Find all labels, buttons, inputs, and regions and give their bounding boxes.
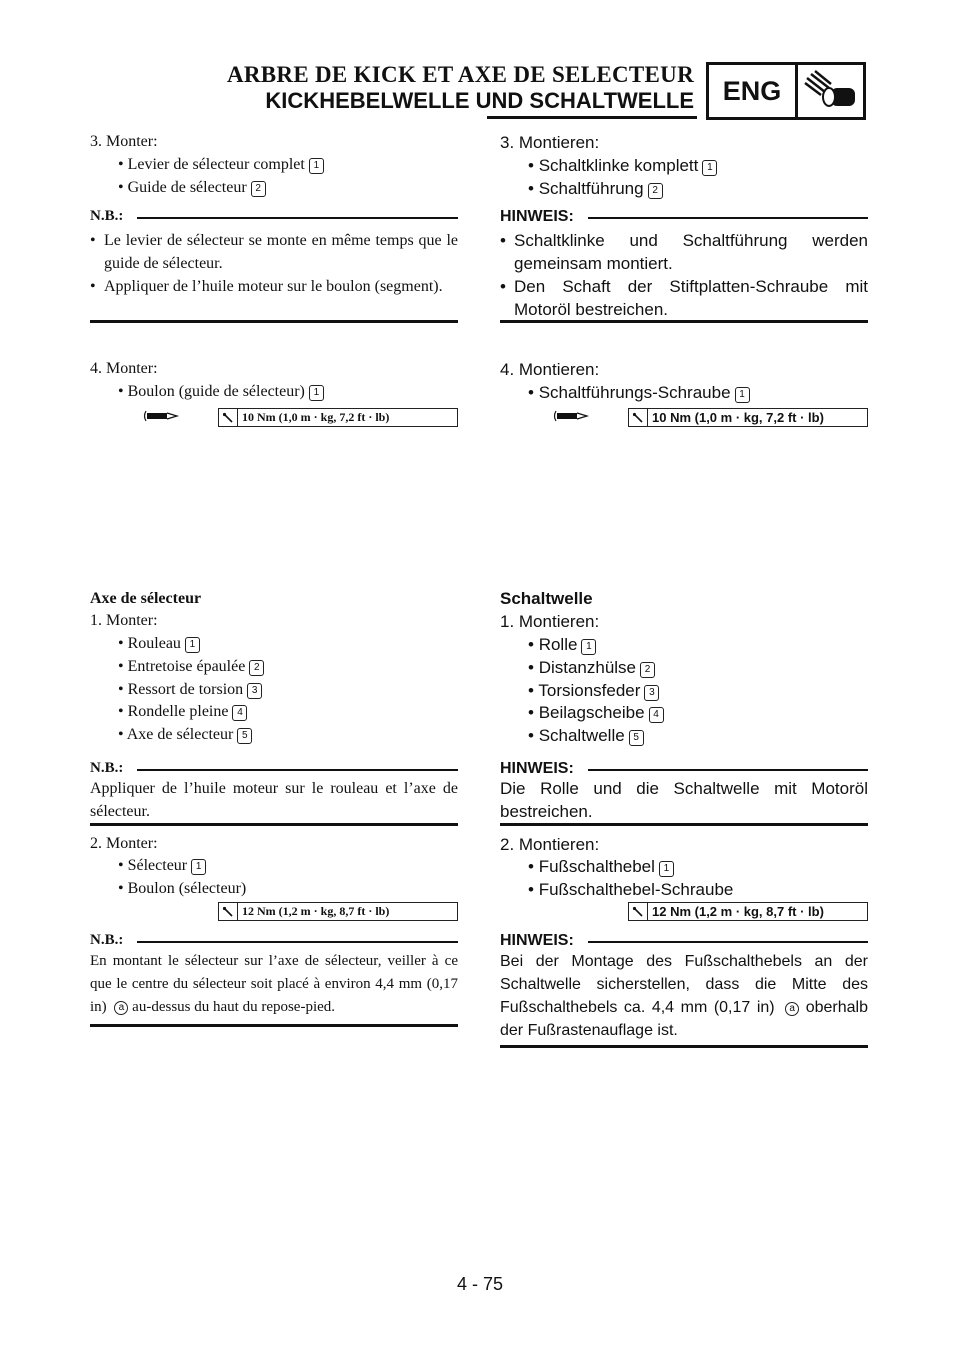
list-item: • Schaltwelle 5 [528, 726, 644, 746]
badge-label: ENG [709, 65, 798, 117]
locktite-icon [552, 409, 592, 423]
list-item: • Schaltführungs-Schraube 1 [528, 383, 750, 403]
page-number: 4 - 75 [456, 1274, 504, 1294]
note-body: • Le levier de sélecteur se monte en même temps que le guide de sélecteur. • Appliquer de l’huile moteur sur le boulon (segment). [90, 229, 458, 298]
list-item: • Fußschalthebel-Schraube [528, 880, 734, 899]
torque-wrench-icon [629, 903, 648, 920]
torque-spec: 10 Nm (1,0 m · kg, 7,2 ft · lb) [218, 408, 458, 427]
note-end-rule [500, 320, 868, 323]
torque-spec: 10 Nm (1,0 m · kg, 7,2 ft · lb) [628, 408, 868, 427]
note-header: HINWEIS: [500, 932, 868, 950]
note-end-rule [90, 320, 458, 323]
list-item: • Sélecteur 1 [118, 857, 206, 875]
note-body: En montant le sélecteur sur l’axe de sélecteur, veiller à ce que le centre du sélecteur soit placé à environ 4,4 mm (0,17 in) a au-dessus du haut du repose-pied. [90, 953, 458, 1015]
list-item: • Ressort de torsion 3 [118, 681, 262, 699]
note-header: HINWEIS: [500, 208, 868, 226]
torque-spec: 12 Nm (1,2 m · kg, 8,7 ft · lb) [628, 902, 868, 921]
list-item: • Boulon (sélecteur) [118, 880, 247, 897]
note-body: Appliquer de l’huile moteur sur le rouleau et l’axe de sélecteur. [90, 780, 458, 820]
list-item: • Torsionsfeder 3 [528, 681, 659, 701]
engine-icon [798, 65, 863, 117]
page-title-fr: ARBRE DE KICK ET AXE DE SELECTEUR [226, 62, 694, 87]
list-item: • Boulon (guide de sélecteur) 1 [118, 383, 324, 401]
note-end-rule [500, 1045, 868, 1048]
note-end-rule [90, 823, 458, 826]
list-item: • Rondelle pleine 4 [118, 703, 247, 721]
note-body: Bei der Montage des Fußschalthebels an der Schaltwelle sicherstellen, dass die Mitte des Fußschalthebels ca. 4,4 mm (0,17 in) a oberhalb der Fußrastenauflage ist. [500, 953, 868, 1039]
step-4-label: 4. Monter: [90, 360, 158, 377]
list-item: • Rouleau 1 [118, 635, 200, 653]
note-body: Die Rolle und die Schaltwelle mit Motoröl bestreichen. [500, 779, 868, 821]
list-item: • Schaltführung 2 [528, 179, 663, 199]
step-3-label: 3. Monter: [90, 133, 158, 150]
list-item: • Schaltklinke komplett 1 [528, 156, 717, 176]
torque-wrench-icon [219, 409, 238, 426]
note-header: N.B.: [90, 760, 458, 777]
section-title: Schaltwelle [500, 589, 593, 608]
locktite-icon [142, 409, 182, 423]
note-body: • Schaltklinke und Schaltführung werden gemeinsam montiert. • Den Schaft der Stiftplatten-Schraube mit Motoröl bestreichen. [500, 229, 868, 321]
step-2-label: 2. Monter: [90, 835, 158, 852]
section-badge [706, 62, 866, 120]
note-header: N.B.: [90, 932, 458, 949]
torque-wrench-icon [219, 903, 238, 920]
marker-a: a [114, 1001, 128, 1015]
note-header: N.B.: [90, 208, 458, 225]
header-divider [487, 116, 697, 119]
step-3-label: 3. Montieren: [500, 133, 600, 152]
list-item: • Fußschalthebel 1 [528, 857, 674, 877]
step-2-label: 2. Montieren: [500, 835, 600, 854]
list-item: • Beilagscheibe 4 [528, 703, 664, 723]
step-4-label: 4. Montieren: [500, 360, 600, 379]
torque-spec: 12 Nm (1,2 m · kg, 8,7 ft · lb) [218, 902, 458, 921]
marker-a: a [785, 1002, 799, 1016]
note-header: HINWEIS: [500, 760, 868, 778]
note-end-rule [90, 1024, 458, 1027]
note-end-rule [500, 823, 868, 826]
torque-wrench-icon [629, 409, 648, 426]
list-item: • Rolle 1 [528, 635, 596, 655]
page-title-de: KICKHEBELWELLE UND SCHALTWELLE [265, 88, 694, 113]
step-1-label: 1. Monter: [90, 612, 158, 629]
list-item: • Levier de sélecteur complet 1 [118, 156, 324, 174]
step-1-label: 1. Montieren: [500, 612, 600, 631]
list-item: • Guide de sélecteur 2 [118, 179, 266, 197]
list-item: • Entretoise épaulée 2 [118, 658, 264, 676]
list-item: • Axe de sélecteur 5 [118, 726, 252, 744]
list-item: • Distanzhülse 2 [528, 658, 655, 678]
section-title: Axe de sélecteur [90, 590, 202, 607]
